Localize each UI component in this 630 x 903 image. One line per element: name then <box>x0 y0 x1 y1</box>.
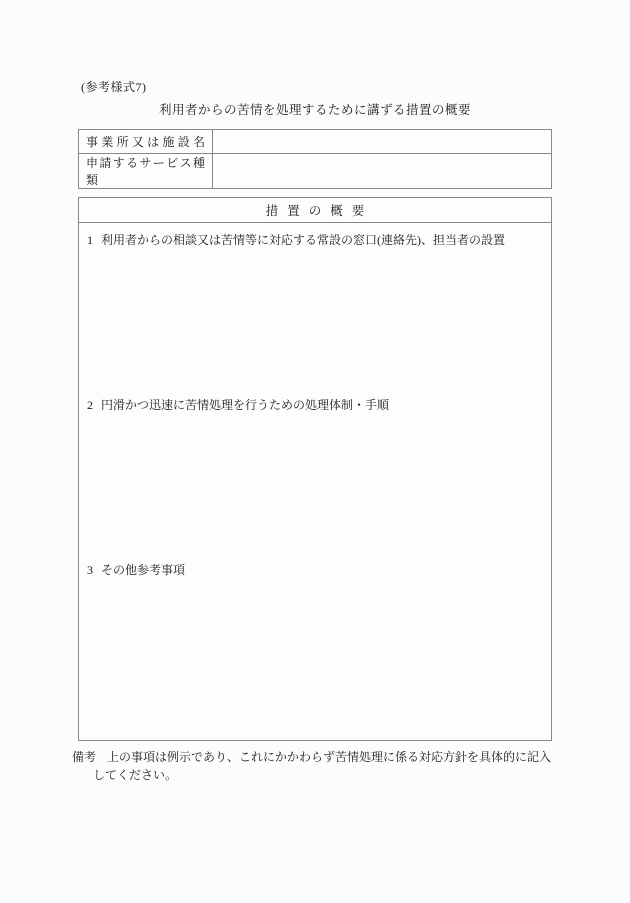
measure-item-2 <box>87 398 545 413</box>
form-number: (参考様式7) <box>81 80 147 94</box>
measure-item-1-text: 利用者からの相談又は苦情等に対応する常設の窓口(連絡先)、担当者の設置 <box>101 233 505 247</box>
facility-name-value <box>213 130 552 154</box>
facility-info-table <box>78 129 552 189</box>
measure-item-3 <box>87 563 545 578</box>
measure-item-1-number: 1 <box>87 233 93 247</box>
service-type-label: 申請するサービス種類 <box>86 156 205 187</box>
measure-item-1 <box>87 233 545 248</box>
measures-table-body <box>79 223 551 740</box>
measure-item-3-text: その他参考事項 <box>101 563 186 577</box>
measures-table <box>78 197 552 741</box>
facility-name-label: 事業所又は施設名 <box>86 135 205 149</box>
measures-table-header <box>79 198 551 223</box>
measures-header-label: 措置の概要 <box>265 204 374 218</box>
service-type-value <box>213 154 552 189</box>
remarks-text-line1: 上の事項は例示であり、これにかかわらず苦情処理に係る対応方針を具体的に記入 <box>107 750 552 764</box>
remarks-label: 備考 <box>72 750 97 764</box>
facility-name-cell <box>79 130 213 154</box>
table-row <box>79 154 552 189</box>
table-row <box>79 130 552 154</box>
measure-item-3-number: 3 <box>87 563 93 577</box>
remarks-note <box>72 748 572 784</box>
service-type-cell <box>79 154 213 189</box>
remarks-text-line2: してください。 <box>93 768 178 782</box>
measure-item-2-number: 2 <box>87 398 93 412</box>
measure-item-2-text: 円滑かつ迅速に苦情処理を行うための処理体制・手順 <box>101 398 390 412</box>
page-title: 利用者からの苦情を処理するために講ずる措置の概要 <box>158 103 471 117</box>
remarks-line-1 <box>72 748 572 766</box>
